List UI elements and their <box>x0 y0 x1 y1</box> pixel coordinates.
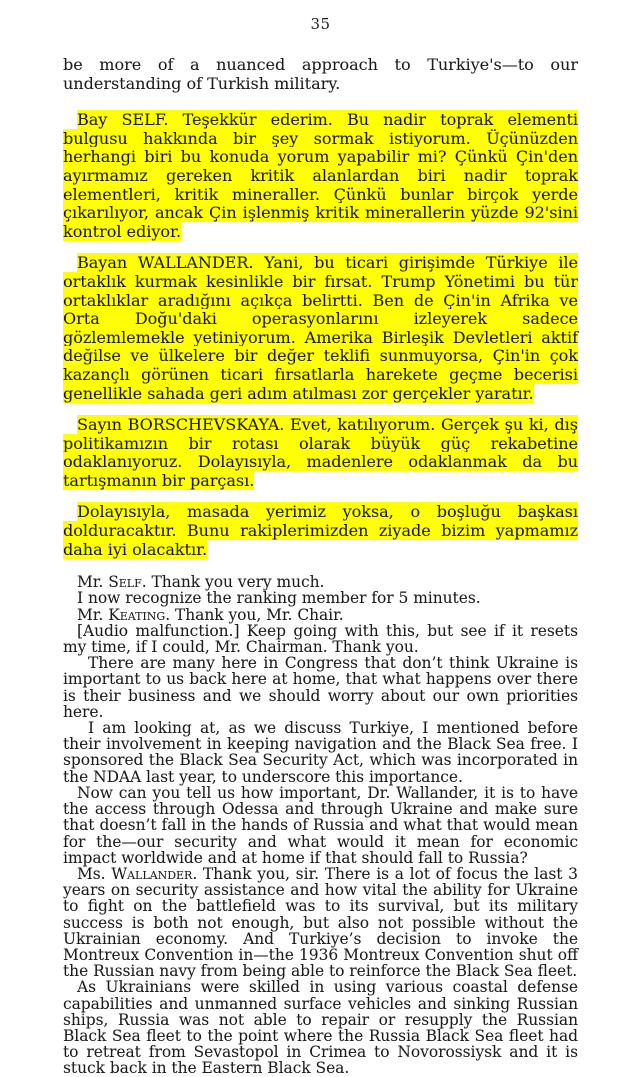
speaker-paragraph-self <box>63 574 578 590</box>
highlighted-paragraph-turkish-3 <box>63 416 578 490</box>
speaker-name: Self <box>108 573 142 592</box>
highlighted-paragraph-turkish-4 <box>63 503 578 559</box>
highlighted-text: Bayan WALLANDER. Yani, bu ticari girişimde Türkiye ile ortaklık kurmak kesinlikle bir fırsat. Trump Yönetimi bu tür ortaklıklar aradığını açıkça belirtti. Ben de Çin'in Afrika ve Orta Doğu'daki operasyonlarını izleyerek sadece gözlemlemekle yetiniyorum. Amerika Birleşik Devletleri aktif değilse ve ülkelere bir değer teklifi sunmuyorsa, Çin'in çok kazançlı görünen ticari fırsatlarla harekete geçme becerisi genellikle sahada geri adım atılması zor gerçekler yaratır. <box>63 253 578 403</box>
paragraph-text: I am looking at, as we discuss Turkiye, I mentioned before their involvement in keeping navigation and the Black Sea free. I sponsored the Black Sea Security Act, which was incorporated in the NDAA last year, to underscore this importance. <box>63 719 578 786</box>
speaker-paragraph-keating <box>63 607 578 623</box>
speaker-title: Ms. <box>77 864 112 883</box>
paragraph-recognize-ranking-member <box>63 590 578 606</box>
highlighted-text: Dolayısıyla, masada yerimiz yoksa, o boşluğu başkası dolduracaktır. Bunu rakiplerimizden ziyade bizim yapmamız daha iyi olacaktır. <box>63 502 578 559</box>
paragraph-text: [Audio malfunction.] Keep going with this, but see if it resets my time, if I could, Mr. Chairman. Thank you. <box>63 621 578 657</box>
paragraph-odessa-question <box>63 785 578 866</box>
paragraph-text: . Thank you, Mr. Chair. <box>165 605 344 624</box>
speaker-title: Mr. <box>77 573 109 592</box>
speaker-paragraph-wallander <box>63 866 578 979</box>
paragraph-continuation <box>63 56 578 93</box>
paragraph-audio-malfunction <box>63 623 578 655</box>
paragraph-text: As Ukrainians were skilled in using various coastal defense capabilities and unmanned surface vehicles and sinking Russian ships, Russia was not able to repair or resupply the Russian Black Sea fleet to the point where the Russia Black Sea fleet had to retreat from Sevastopol in Crimea to Novorossiysk and it is stuck back in the Eastern Black Sea. <box>63 978 578 1077</box>
paragraph-black-sea-security-act <box>63 720 578 785</box>
highlighted-paragraph-turkish-1 <box>63 111 578 241</box>
paragraph-text: Now can you tell us how important, Dr. Wallander, it is to have the access through Odessa and through Ukraine and make sure that doesn’t fall in the hands of Russia and what that would mean for the—our security and what would it mean for economic impact worldwide and at home if that should fall to Russia? <box>63 783 578 867</box>
highlighted-paragraph-turkish-2 <box>63 254 578 403</box>
speaker-title: Mr. <box>77 605 109 624</box>
speaker-name: Keating <box>108 605 166 624</box>
highlighted-text: Sayın BORSCHEVSKAYA. Evet, katılıyorum. Gerçek şu ki, dış politikamızın bir rotası olarak büyük güç rekabetine odaklanıyoruz. Dolayısıyla, madenlere odaklanmak da bu tartışmanın bir parçası. <box>63 415 578 490</box>
paragraph-text: I now recognize the ranking member for 5 minutes. <box>77 589 481 608</box>
paragraph-text: There are many here in Congress that don’t think Ukraine is important to us back here at home, that what happens over there is their business and we should worry about our own priorities here. <box>63 654 578 721</box>
paragraph-congress-ukraine <box>63 655 578 720</box>
paragraph-text: . Thank you very much. <box>141 573 325 592</box>
page-number: 35 <box>310 15 331 33</box>
paragraph-ukrainians-coastal-defense <box>63 979 578 1076</box>
speaker-name: Wallander <box>111 864 193 883</box>
highlighted-text: Bay SELF. Teşekkür ederim. Bu nadir toprak elementi bulgusu hakkında bir şey sormak istiyorum. Üçünüzden herhangi biri bu konuda yorum yapabilir mi? Çünkü Çin'den ayırmamız gereken kritik alanlardan biri nadir toprak elementleri, kritik mineraller. Çünkü bunlar birçok yerde çıkarılıyor, ancak Çin işlenmiş kritik minerallerin yüzde 92'sini kontrol ediyor. <box>63 110 578 241</box>
paragraph-text: . Thank you, sir. There is a lot of focus the last 3 years on security assistance and how vital the ability for Ukraine to fight on the battlefield was to its survival, but its military success is both not enough, but also not possible without the Ukrainian economy. And Turkiye’s decision to invoke the Montreux Convention in—the 1936 Montreux Convention shut off the Russian navy from being able to reinforce the Black Sea fleet. <box>63 864 578 981</box>
paragraph-text: be more of a nuanced approach to Turkiye's—to our understanding of Turkish military. <box>63 55 578 93</box>
